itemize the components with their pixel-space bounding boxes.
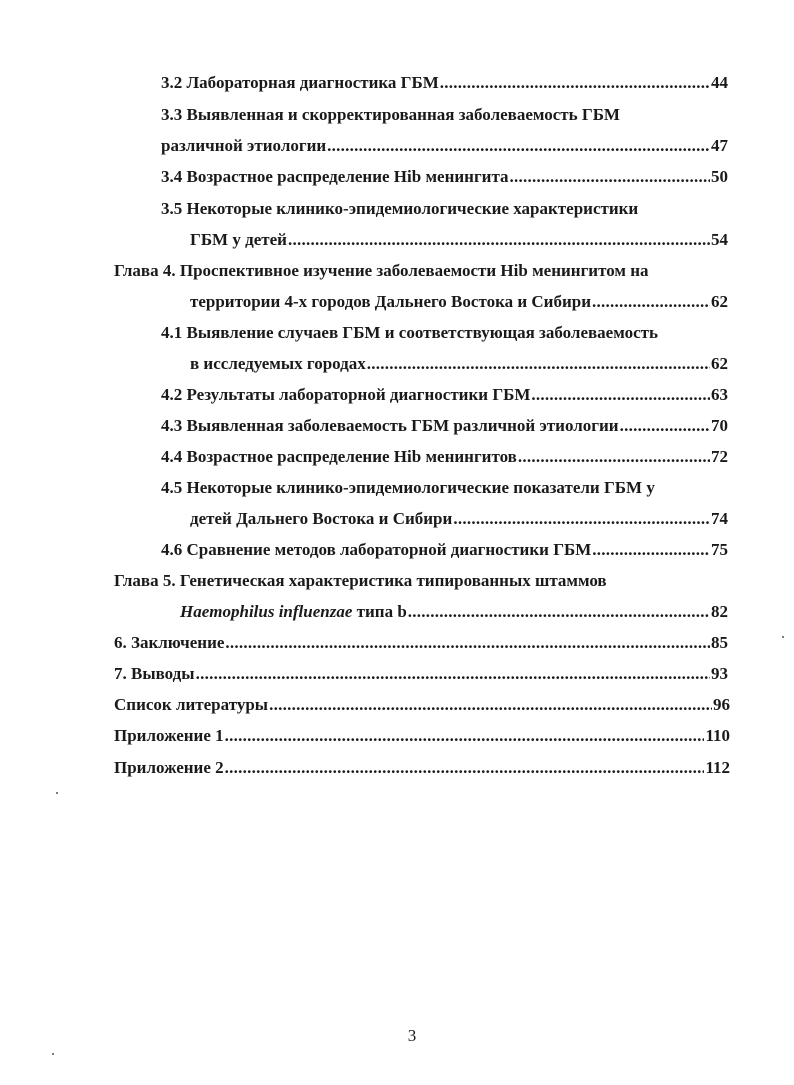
toc-entry-page: 82 bbox=[711, 602, 728, 621]
toc-chapter-4-line-1 bbox=[114, 256, 649, 286]
dot-leader bbox=[510, 162, 710, 192]
toc-entry-4-2 bbox=[161, 380, 728, 410]
toc-entry-text bbox=[180, 597, 407, 627]
toc-entry-appendix-1 bbox=[114, 721, 730, 751]
dot-leader bbox=[592, 287, 710, 317]
toc-entry-page: 70 bbox=[711, 416, 728, 435]
toc-entry-page: 75 bbox=[711, 540, 728, 559]
toc-entry-page: 47 bbox=[711, 136, 728, 155]
toc-entry-4-3 bbox=[161, 411, 728, 441]
dot-leader bbox=[327, 131, 710, 161]
scan-speck bbox=[52, 1053, 54, 1055]
species-type: типа b bbox=[352, 602, 407, 621]
toc-entry-4-4 bbox=[161, 442, 728, 472]
toc-chapter-5-line-1 bbox=[114, 566, 607, 596]
toc-entry-text: 4.3 Выявленная заболеваемость ГБМ различной этиологии bbox=[161, 416, 619, 435]
page-number: 3 bbox=[407, 1026, 417, 1045]
dot-leader bbox=[518, 442, 710, 472]
toc-entry-text: в исследуемых городах bbox=[190, 354, 366, 373]
toc-entry-page: 110 bbox=[705, 726, 730, 745]
toc-entry-page: 72 bbox=[711, 447, 728, 466]
dot-leader bbox=[225, 753, 705, 783]
toc-entry-page: 112 bbox=[705, 758, 730, 777]
dot-leader bbox=[531, 380, 710, 410]
dot-leader bbox=[592, 535, 710, 565]
toc-entry-4-1-line-1 bbox=[161, 318, 658, 348]
toc-entry-3-3-line-2 bbox=[161, 131, 728, 161]
toc-entry-text: 4.2 Результаты лабораторной диагностики ГБМ bbox=[161, 385, 531, 404]
toc-chapter-5-line-2 bbox=[180, 597, 728, 627]
toc-entry-text: детей Дальнего Востока и Сибири bbox=[190, 509, 453, 528]
dot-leader bbox=[269, 690, 712, 720]
dot-leader bbox=[620, 411, 710, 441]
toc-entry-appendix-2 bbox=[114, 753, 730, 783]
toc-entry-text: 4.4 Возрастное распределение Hib менингитов bbox=[161, 447, 517, 466]
toc-entry-text: 3.5 Некоторые клинико-эпидемиологические характеристики bbox=[161, 199, 639, 218]
toc-entry-text: 7. Выводы bbox=[114, 664, 195, 683]
toc-entry-3-5-line-1 bbox=[161, 194, 638, 224]
scan-speck bbox=[782, 636, 784, 638]
toc-entry-page: 63 bbox=[711, 385, 728, 404]
toc-entry-text: 6. Заключение bbox=[114, 633, 225, 652]
toc-entry-text: 3.3 Выявленная и скорректированная заболеваемость ГБМ bbox=[161, 105, 620, 124]
toc-entry-text: 4.1 Выявление случаев ГБМ и соответствующая заболеваемость bbox=[161, 323, 658, 342]
toc-entry-page: 54 bbox=[711, 230, 728, 249]
toc-entry-page: 50 bbox=[711, 167, 728, 186]
toc-entry-text: территории 4-х городов Дальнего Востока и Сибири bbox=[190, 292, 592, 311]
toc-entry-4-1-line-2 bbox=[190, 349, 728, 379]
toc-entry-4-5-line-2 bbox=[190, 504, 728, 534]
toc-entry-text: различной этиологии bbox=[161, 136, 327, 155]
toc-entry-text: Приложение 2 bbox=[114, 758, 224, 777]
scan-speck bbox=[56, 792, 58, 794]
toc-entry-3-5-line-2 bbox=[190, 225, 728, 255]
toc-entry-page: 93 bbox=[711, 664, 728, 683]
toc-chapter-4-line-2 bbox=[190, 287, 728, 317]
toc-entry-page: 44 bbox=[711, 73, 728, 92]
toc-entry-text: ГБМ у детей bbox=[190, 230, 287, 249]
toc-entry-findings bbox=[114, 659, 728, 689]
dot-leader bbox=[225, 628, 710, 658]
toc-entry-text: Глава 5. Генетическая характеристика типированных штаммов bbox=[114, 571, 607, 590]
toc-entry-3-2 bbox=[161, 68, 728, 98]
toc-entry-3-3-line-1 bbox=[161, 100, 620, 130]
dot-leader bbox=[453, 504, 710, 534]
dot-leader bbox=[196, 659, 710, 689]
dot-leader bbox=[440, 68, 710, 98]
dot-leader bbox=[288, 225, 710, 255]
toc-entry-page: 74 bbox=[711, 509, 728, 528]
toc-entry-text: 3.4 Возрастное распределение Hib менингита bbox=[161, 167, 509, 186]
species-name: Haemophilus influenzae bbox=[180, 602, 353, 621]
toc-entry-text: Глава 4. Проспективное изучение заболеваемости Hib менингитом на bbox=[114, 261, 649, 280]
toc-entry-page: 62 bbox=[711, 292, 728, 311]
dot-leader bbox=[367, 349, 710, 379]
toc-entry-4-6 bbox=[161, 535, 728, 565]
toc-entry-text: 4.5 Некоторые клинико-эпидемиологические показатели ГБМ у bbox=[161, 478, 655, 497]
toc-entry-page: 62 bbox=[711, 354, 728, 373]
toc-entry-references bbox=[114, 690, 730, 720]
toc-entry-page: 96 bbox=[713, 695, 730, 714]
toc-entry-page: 85 bbox=[711, 633, 728, 652]
dot-leader bbox=[408, 597, 710, 627]
toc-entry-text: Приложение 1 bbox=[114, 726, 224, 745]
dot-leader bbox=[225, 721, 705, 751]
toc-entry-text: 4.6 Сравнение методов лабораторной диагностики ГБМ bbox=[161, 540, 592, 559]
toc-entry-conclusion bbox=[114, 628, 728, 658]
toc-entry-3-4 bbox=[161, 162, 728, 192]
toc-entry-4-5-line-1 bbox=[161, 473, 655, 503]
toc-entry-text: 3.2 Лабораторная диагностика ГБМ bbox=[161, 73, 439, 92]
toc-entry-text: Список литературы bbox=[114, 695, 269, 714]
